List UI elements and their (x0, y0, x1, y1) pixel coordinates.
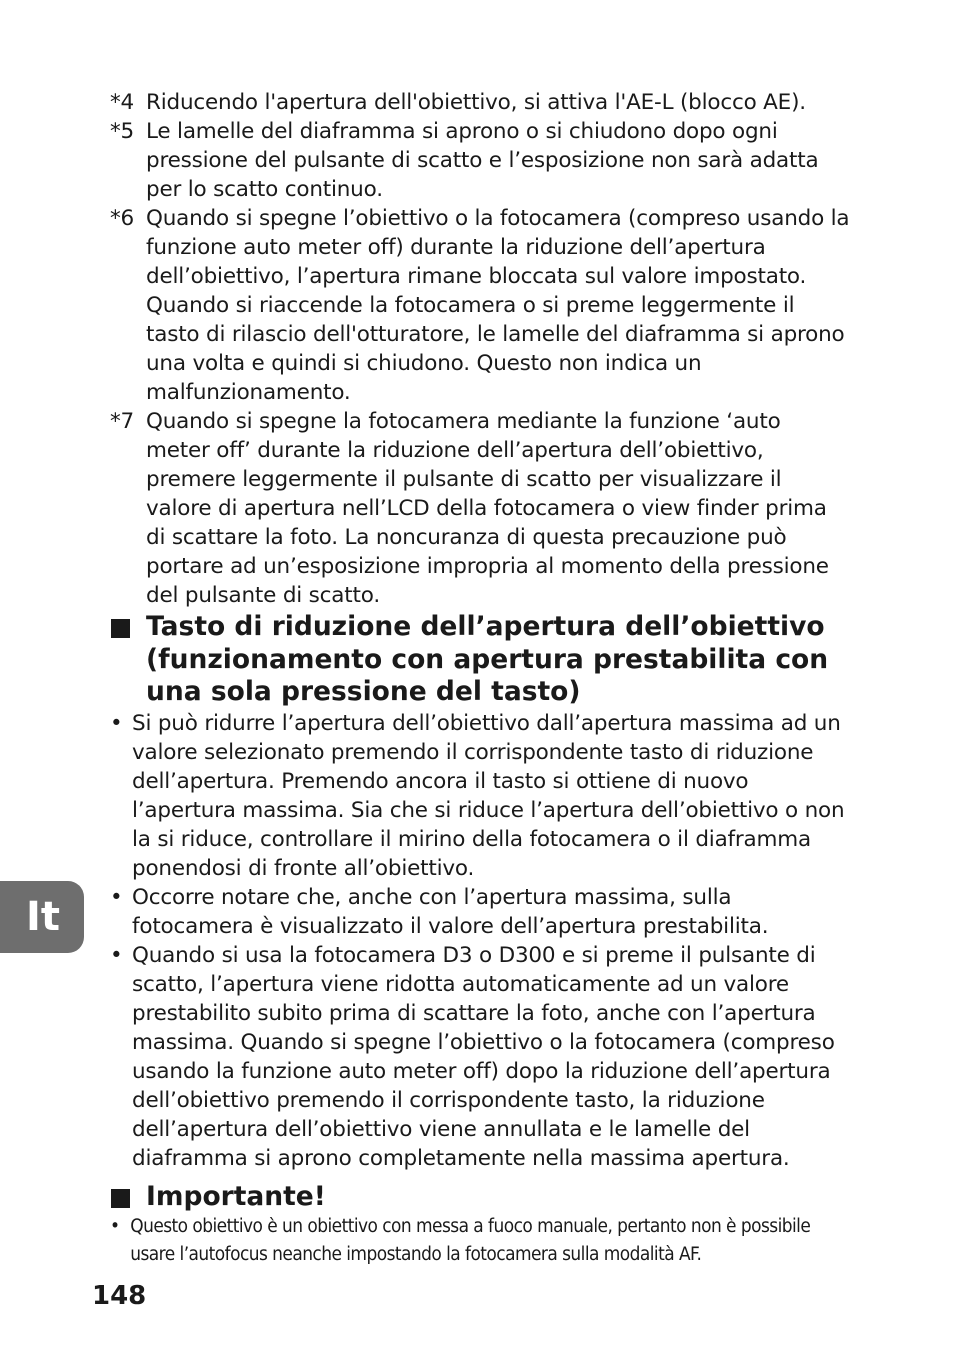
page-number: 148 (92, 1281, 147, 1311)
footnote-marker: *5 (110, 119, 135, 144)
list-item (110, 709, 850, 883)
footnote-marker: *6 (110, 206, 135, 231)
list-item (110, 883, 850, 941)
section-heading-aperture-button (110, 611, 850, 709)
list-item (110, 941, 850, 1173)
list-item (110, 1213, 845, 1269)
section-heading-important (110, 1181, 850, 1214)
footnote-4 (110, 88, 850, 117)
page-content (110, 88, 850, 1269)
bullet-icon: • (110, 884, 123, 910)
list-item-text: Questo obiettivo è un obiettivo con messa a fuoco manuale, pertanto non è possibile usare l’autofocus neanche impostando la fotocamera sulla modalità AF. (130, 1216, 811, 1265)
footnote-7 (110, 407, 850, 610)
footnote-6 (110, 204, 850, 407)
list-item-text: Quando si usa la fotocamera D3 o D300 e si preme il pulsante di scatto, l’apertura viene ridotta automaticamente ad un valore prestabilito subito prima di scattare la foto, anche con l’apertura massima. Quando si spegne l’obiettivo o la fotocamera (compreso usando la funzione auto meter off) dopo la riduzione dell’apertura dell’obiettivo premendo il corrispondente tasto, la riduzione dell’apertura dell’obiettivo viene annullata e le lamelle del diaframma si aprono completamente nella massima apertura. (132, 942, 835, 1171)
footnote-marker: *7 (110, 409, 135, 434)
footnote-text: Riducendo l'apertura dell'obiettivo, si attiva l'AE-L (blocco AE). (146, 90, 806, 115)
section-title: Tasto di riduzione dell’apertura dell’obiettivo (funzionamento con apertura prestabilita con una sola pressione del tasto) (146, 611, 829, 707)
list-item-text: Occorre notare che, anche con l’apertura massima, sulla fotocamera è visualizzato il valore dell’apertura prestabilita. (132, 884, 769, 939)
footnote-text: Le lamelle del diaframma si aprono o si chiudono dopo ogni pressione del pulsante di scatto e l’esposizione non sarà adatta per lo scatto continuo. (146, 119, 819, 202)
footnote-5 (110, 117, 850, 204)
list-item-text: Si può ridurre l’apertura dell’obiettivo dall’apertura massima ad un valore selezionato premendo il corrispondente tasto di riduzione dell’apertura. Premendo ancora il tasto si ottiene di nuovo l’apertura massima. Sia che si riduce l’apertura dell’obiettivo o non la si riduce, controllare il mirino della fotocamera o il diaframma ponendosi di fronte all’obiettivo. (132, 710, 845, 881)
footnote-text: Quando si spegne la fotocamera mediante la funzione ‘auto meter off’ durante la riduzione dell’apertura dell’obiettivo, premere leggermente il pulsante di scatto per visualizzare il valore di apertura nell’LCD della fotocamera o view finder prima di scattare la foto. La noncuranza di questa precauzione può portare ad un’esposizione impropria al momento della pressione del pulsante di scatto. (146, 409, 829, 608)
section-title: Importante! (146, 1180, 326, 1212)
language-tab: It (0, 881, 84, 953)
bullet-icon: • (110, 1216, 120, 1237)
bullet-icon: • (110, 942, 123, 968)
footnote-text: Quando si spegne l’obiettivo o la fotocamera (compreso usando la funzione auto meter off) durante la riduzione dell’apertura dell’obiettivo, l’apertura rimane bloccata sul valore impostato. Quando si riaccende la fotocamera o si preme leggermente il tasto di rilascio dell'otturatore, le lamelle del diaframma si aprono una volta e quindi si chiudono. Questo non indica un malfunzionamento. (146, 206, 850, 405)
footnote-marker: *4 (110, 90, 135, 115)
square-bullet-icon (110, 611, 146, 709)
bullet-icon: • (110, 710, 123, 736)
square-bullet-icon (110, 1181, 146, 1214)
